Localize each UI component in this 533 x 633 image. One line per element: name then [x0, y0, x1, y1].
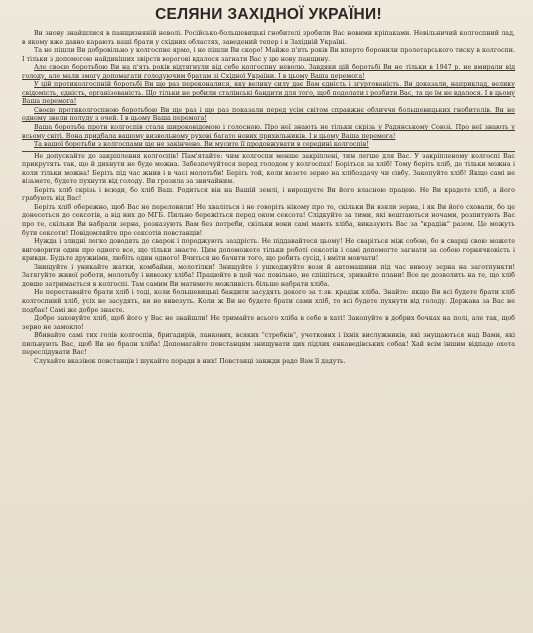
leaflet-title: СЕЛЯНИ ЗАХІДНОЇ УКРАЇНИ! [155, 6, 382, 23]
paragraph-12: Знищуйте і уникайте жатки, комбайни, молотілки! Знищуйте і ушкоджуйте вози й автомашини під час вивозу зерна на заготпункти! Затягуйте живої роботи, молотьбу і вивозку хліба! Працюйте в цей час повільно, не спішіться, зривайте плани! Все це дозволить на те, що хліб довше затримається в колгоспі. Там самим Ви матимете можливість більше набрати хліба. [22, 263, 515, 288]
leaflet-body [22, 30, 515, 366]
paragraph-7: Та вашої боротьби з колгоспами ще не закінчено. Ви мусите її продовжувати в середині колгоспів! [34, 141, 369, 149]
paragraph-16: Слухайте вказівок повстанців і шукайте поради в них! Повстанці завжди радо Вам її дадуть. [34, 357, 346, 365]
paragraph-11: Нужда і злидні легко доводять до сварок і породжують заздрість. Не піддавайтеся цьому! Не сваріться між собою, бо в сварці свою можете виговорити один про одного все, що тільки знаєте. Цим допоможете тільки роботі сексотів і самі допомогте загнати за собою горнячковість і кривди. Будьте дружніми, любіть один одного! Вчиться не бачити того, що робить сусід, і вміти мовчати! [22, 238, 515, 263]
paragraph-15: Вбивайте самі тих голів колгоспів, бригадирів, ланкових, всяких "стребків", учеткових і їхніх вислужників, які знущаються над Вами, які пильнують Вас, щоб Ви не брали хліба! Допомагайте повстанцям знищувати цих підлих енкаведівських собак! Хай всім іншим відпаде охота переслідувати Вас! [22, 332, 515, 357]
paragraph-3: Але своєю боротьбою Ви на п'ять років відтягнули від себе колгоспну неволю. Завдяки цій боротьбі Ви не тільки в 1947 р. не вмирали від голоду, але мали змогу допомагати голодуючим братам зі Східної України. І в цьому Ваша перемога! [22, 64, 515, 80]
paragraph-14: Добре заховуйте хліб, щоб його у Вас не знайшли! Не тримайте всього хліба в себе в хаті! Закопуйте в добрих бочках на полі, але так, щоб зерно не замокло! [22, 315, 515, 331]
paragraph-13: Не переставайте брати хліб і тоді, коли большевицькі бандити засудять декого за т.зв. крадіж хліба. Знайте: якщо Ви всі будете брати хліб колгоспний хліб, усіх не засудять, ви не вивезуть. Коли ж Ви не будете брати сами хліб, то всі будете пухнути від голоду. Держава за Вас не подбає! Самі же добре знаєте. [22, 289, 515, 314]
paragraph-10: Беріть хліб обережно, щоб Вас не переловили! Не хваліться і не говоріть нікому про те, скільки Ви взяли зерна, і як Ви його сховали, бо це донесеться до сексотів, а від них до МГБ. Пильно бережіться перед оком сексота! Слідкуйте за тими, які вештаються ночами, розпитують Вас про те, скільки Ви набрали зерна, розказують Вам без потреби, скільки вони самі мають хліба, виказують Вас за "крадіж" разом. Це можуть бути сексоти! Повідомляйте про сексотів повстанців! [22, 203, 515, 237]
paragraph-5: Своєю протиколгоспною боротьбою Ви ще раз і ще раз показали перед усім світом справжнє обличчя большевицьких гнобителів. Ви не одному звели полуду з очей. І в цьому Ваша перемога! [22, 106, 515, 123]
paragraph-8: Не допускайте до закріплення колгоспів! Пам'ятайте: чим колгоспи менше закріплені, тим легше для Вас. У закріпленому колгоспі Вас прикрутять так, що й дихнути не буде можна. Забезпечуйтеся перед голодом у колгоспах! Боріться за хліб! Тому беріть хліб, де тільки можна і коли тільки можна! Беріть під час жнив і в часі молотьби! Беріть той, коли везете зерно на хлібоздачу чи сівбу. Закопуйте хліб! Якщо самі не візьмете, будете пухнути від голоду. Ви грозила за звичайним. [22, 152, 515, 186]
paragraph-6: Ваша боротьба проти колгоспів стала широковідомою і голосною. Про неї знають не тільки скрізь у Радянському Союзі. Про неї знають у всьому світі. Вона придбала вашому визвольному рухові багато нових прихильників. І в цьому Ваша перемога! [22, 124, 515, 140]
paragraph-1: Ви знову знайшлися в панщизняній неволі. Російсько-большевицькі гнобителі зробили Вас новими кріпаками. Невільничий колгоспний лад, в якому вже давно карають ваші брати у східних областях, заведений тепер і в Західній Україні. [22, 30, 515, 46]
paragraph-4: У цій протиколгоспній боротьбі Ви ще раз переконалися, яку велику силу дає Вам єдність і згуртованість. Ви доказали, наприклад, велику свідомість, єдність, організованість. Що тільки не робили сталінські бандити для того, щоб подолати і розбити Вас, та це їм не вдалося. І в цьому Ваша перемога! [22, 81, 515, 106]
paragraph-9: Беріть хліб скрізь і всюди, бо хліб Ваш. Родиться він на Вашій землі, і вирощуєте Ви його власною працею. Не Ви крадете хліб, а його грабують від Вас! [22, 186, 515, 203]
paragraph-2: Та не пішли Ви добровільно у колгоспне ярмо, і не пішли Ви скоро! Майже п'ять років Ви вперто боронили пролетарського тиску в колгоспи. І тільки з допомогою найдикіших звірств ворогові вдалося загнати Вас у цю нову панщину. [22, 47, 515, 63]
section-divider [22, 151, 515, 152]
